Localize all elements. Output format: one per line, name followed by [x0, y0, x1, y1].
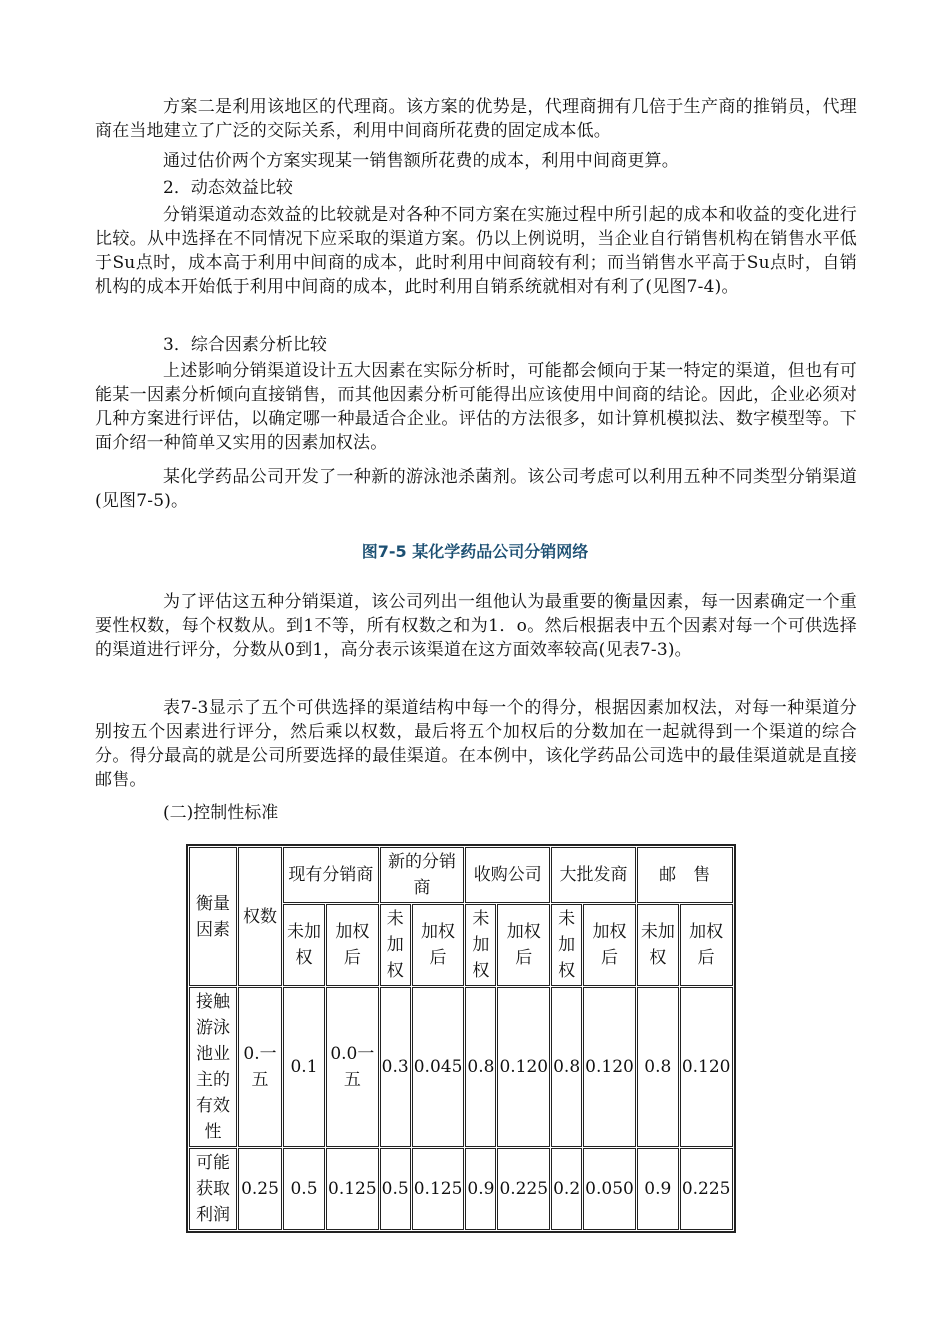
weighted-header: 加权后	[412, 904, 465, 986]
channel-score-table	[186, 844, 736, 1233]
score-cell: 0.050	[583, 1148, 636, 1230]
weight-cell: 0.25	[238, 1148, 282, 1230]
score-cell: 0.120	[680, 987, 733, 1147]
paragraph-composite-analysis: 上述影响分销渠道设计五大因素在实际分析时，可能都会倾向于某一特定的渠道，但也有可能某一因素分析倾向直接销售，而其他因素分析可能得出应该使用中间商的结论。因此，企业必须对几种方案进行评估，以确定哪一种最适合企业。评估的方法很多，如计算机模拟法、数字模型等。下面介绍一种简单又实用的因素加权法。	[95, 361, 857, 453]
channel-header: 新的分销商	[380, 847, 465, 903]
unweighted-header: 未加权	[637, 904, 679, 986]
paragraph-dynamic-benefit: 分销渠道动态效益的比较就是对各种不同方案在实施过程中所引起的成本和收益的变化进行比较。从中选择在不同情况下应采取的渠道方案。仍以上例说明，当企业自行销售机构在销售水平低于Su点时，成本高于利用中间商的成本，此时利用中间商较有利；而当销售水平高于Su点时，自销机构的成本开始低于利用中间商的成本，此时利用自销系统就相对有利了(见图7-4)。	[95, 205, 857, 297]
score-cell: 0.120	[497, 987, 550, 1147]
table-row	[189, 1148, 733, 1230]
unweighted-header: 未加权	[551, 904, 582, 986]
score-cell: 0.5	[283, 1148, 325, 1230]
channel-header: 大批发商	[551, 847, 636, 903]
score-cell: 0.8	[465, 987, 496, 1147]
factor-header: 衡量因素	[189, 847, 237, 986]
score-cell: 0.8	[637, 987, 679, 1147]
weight-header: 权数	[238, 847, 282, 986]
table-header-row	[189, 847, 733, 903]
score-cell: 0.225	[497, 1148, 550, 1230]
score-cell: 0.125	[412, 1148, 465, 1230]
paragraph-table-explanation: 表7-3显示了五个可供选择的渠道结构中每一个的得分，根据因素加权法，对每一种渠道分别按五个因素进行评分，然后乘以权数，最后将五个加权后的分数加在一起就得到一个渠道的综合分。得分最高的就是公司所要选择的最佳渠道。在本例中，该化学药品公司选中的最佳渠道就是直接邮售。	[95, 698, 857, 790]
score-cell: 0.8	[551, 987, 582, 1147]
score-cell: 0.125	[326, 1148, 379, 1230]
score-cell: 0.1	[283, 987, 325, 1147]
section-heading-composite: 3．综合因素分析比较	[163, 335, 327, 355]
factor-cell: 接触游泳池业主的有效性	[189, 987, 237, 1147]
weight-cell: 0.一五	[238, 987, 282, 1147]
unweighted-header: 未加权	[380, 904, 411, 986]
paragraph-evaluation: 为了评估这五种分销渠道，该公司列出一组他认为最重要的衡量因素，每一因素确定一个重要性权数，每个权数从。到1不等，所有权数之和为1．o。然后根据表中五个因素对每一个可供选择的渠道进行评分，分数从0到1，高分表示该渠道在这方面效率较高(见表7-3)。	[95, 592, 857, 660]
paragraph-chemical-company: 某化学药品公司开发了一种新的游泳池杀菌剂。该公司考虑可以利用五种不同类型分销渠道(见图7-5)。	[95, 467, 857, 511]
weighted-header: 加权后	[680, 904, 733, 986]
score-cell: 0.120	[583, 987, 636, 1147]
section-heading-dynamic: 2．动态效益比较	[163, 178, 293, 198]
channel-header: 收购公司	[465, 847, 550, 903]
channel-header: 现有分销商	[283, 847, 379, 903]
score-cell: 0.0一五	[326, 987, 379, 1147]
score-cell: 0.3	[380, 987, 411, 1147]
weighted-header: 加权后	[583, 904, 636, 986]
paragraph-cost-estimate: 通过估价两个方案实现某一销售额所花费的成本，利用中间商更算。	[163, 151, 679, 171]
section-heading-control: (二)控制性标准	[163, 803, 279, 823]
score-cell: 0.225	[680, 1148, 733, 1230]
unweighted-header: 未加权	[465, 904, 496, 986]
channel-header: 邮 售	[637, 847, 733, 903]
factor-cell: 可能获取利润	[189, 1148, 237, 1230]
weighted-header: 加权后	[326, 904, 379, 986]
table-row	[189, 987, 733, 1147]
paragraph-agent-option: 方案二是利用该地区的代理商。该方案的优势是，代理商拥有几倍于生产商的推销员，代理商在当地建立了广泛的交际关系，利用中间商所花费的固定成本低。	[95, 97, 857, 141]
unweighted-header: 未加权	[283, 904, 325, 986]
score-cell: 0.5	[380, 1148, 411, 1230]
score-cell: 0.045	[412, 987, 465, 1147]
figure-caption: 图7-5 某化学药品公司分销网络	[361, 542, 589, 561]
score-cell: 0.9	[465, 1148, 496, 1230]
score-cell: 0.2	[551, 1148, 582, 1230]
score-cell: 0.9	[637, 1148, 679, 1230]
weighted-header: 加权后	[497, 904, 550, 986]
